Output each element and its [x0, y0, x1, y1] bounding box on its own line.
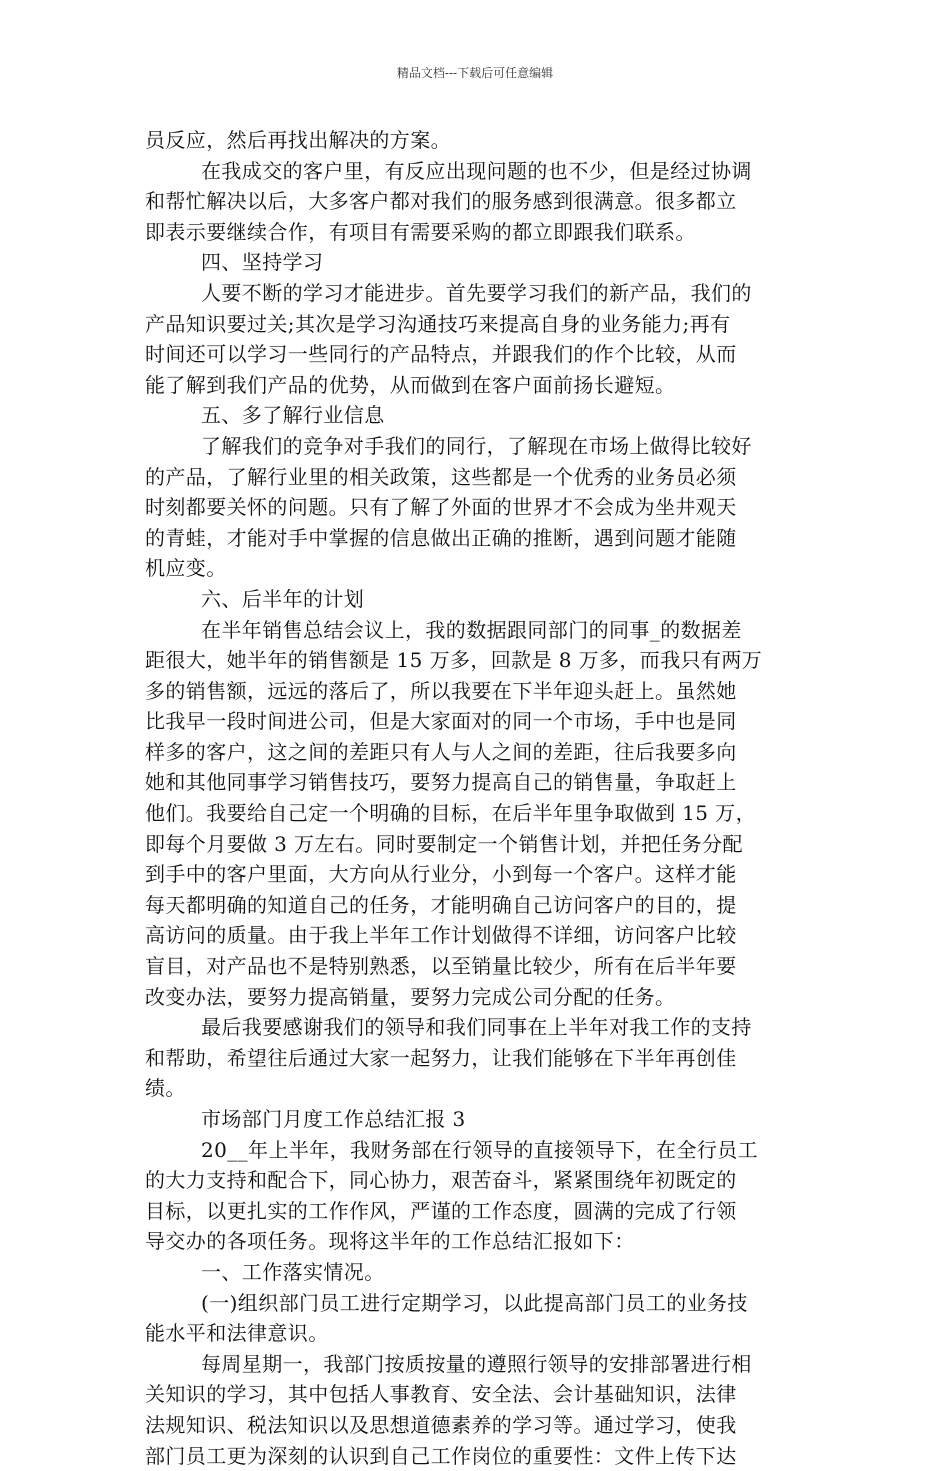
- text-line: 和帮助，希望往后通过大家一起努力，让我们能够在下半年再创佳: [145, 1045, 737, 1070]
- text-line: 的大力支持和配合下，同心协力，艰苦奋斗，紧紧围绕年初既定的: [145, 1168, 737, 1193]
- text-line: 在我成交的客户里，有反应出现问题的也不少，但是经过协调: [201, 158, 752, 183]
- text-line: 目标，以更扎实的工作作风，严谨的工作态度，圆满的完成了行领: [145, 1198, 737, 1223]
- text-line: 高访问的质量。由于我上半年工作计划做得不详细，访问客户比较: [145, 923, 737, 948]
- text-line: 能水平和法律意识。: [145, 1321, 329, 1346]
- text-line: 即表示要继续合作，有项目有需要采购的都立即跟我们联系。: [145, 219, 696, 244]
- text-line: 每天都明确的知道自己的任务，才能明确自己访问客户的目的，提: [145, 892, 737, 917]
- text-line: 产品知识要过关;其次是学习沟通技巧来提高自身的业务能力;再有: [145, 311, 731, 336]
- text-line: 即每个月要做 3 万左右。同时要制定一个销售计划，并把任务分配: [145, 831, 743, 856]
- text-line: 导交办的各项任务。现将这半年的工作总结汇报如下：: [145, 1229, 635, 1254]
- page-header: 精品文档---下载后可任意编辑: [396, 66, 554, 80]
- text-line: 她和其他同事学习销售技巧，要努力提高自己的销售量，争取赶上: [145, 770, 737, 795]
- text-line: 五、多了解行业信息: [201, 403, 385, 428]
- text-line: 比我早一段时间进公司，但是大家面对的同一个市场，手中也是同: [145, 709, 737, 734]
- text-line: 了解我们的竞争对手我们的同行，了解现在市场上做得比较好: [201, 433, 752, 458]
- text-line: 时间还可以学习一些同行的产品特点，并跟我们的作个比较，从而: [145, 342, 737, 367]
- text-line: 最后我要感谢我们的领导和我们同事在上半年对我工作的支持: [201, 1015, 752, 1040]
- text-line: 多的销售额，远远的落后了，所以我要在下半年迎头赶上。虽然她: [145, 678, 737, 703]
- text-line: 人要不断的学习才能进步。首先要学习我们的新产品，我们的: [201, 280, 752, 305]
- text-line: 和帮忙解决以后，大多客户都对我们的服务感到很满意。很多都立: [145, 189, 737, 214]
- text-line: 法规知识、税法知识以及思想道德素养的学习等。通过学习，使我: [145, 1412, 737, 1437]
- text-line: (一)组织部门员工进行定期学习，以此提高部门员工的业务技: [201, 1290, 748, 1315]
- text-line: 关知识的学习，其中包括人事教育、安全法、会计基础知识，法律: [145, 1382, 737, 1407]
- text-line: 一、工作落实情况。: [201, 1259, 385, 1284]
- text-line: 能了解到我们产品的优势，从而做到在客户面前扬长避短。: [145, 372, 676, 397]
- text-line: 部门员工更为深刻的认识到自己工作岗位的重要性：文件上传下达: [145, 1443, 737, 1468]
- text-line: 样多的客户，这之间的差距只有人与人之间的差距，往后我要多向: [145, 739, 737, 764]
- text-line: 员反应，然后再找出解决的方案。: [145, 128, 451, 152]
- text-line: 改变办法，要努力提高销量，要努力完成公司分配的任务。: [145, 984, 676, 1009]
- text-line: 的产品，了解行业里的相关政策，这些都是一个优秀的业务员必须: [145, 464, 737, 489]
- text-line: 机应变。: [145, 556, 227, 581]
- text-line: 到手中的客户里面，大方向从行业分，小到每一个客户。这样才能: [145, 862, 737, 887]
- text-line: 市场部门月度工作总结汇报 3: [201, 1107, 466, 1131]
- text-line: 他们。我要给自己定一个明确的目标，在后半年里争取做到 15 万，: [145, 801, 756, 826]
- text-line: 盲目，对产品也不是特别熟悉，以至销量比较少，所有在后半年要: [145, 954, 737, 979]
- text-line: 在半年销售总结会议上，我的数据跟同部门的同事_的数据差: [201, 617, 742, 642]
- text-line: 时刻都要关怀的问题。只有了解了外面的世界才不会成为坐井观天: [145, 495, 737, 520]
- text-line: 六、后半年的计划: [201, 586, 365, 611]
- text-line: 20__年上半年，我财务部在行领导的直接领导下，在全行员工: [201, 1137, 759, 1162]
- text-line: 四、坚持学习: [201, 250, 324, 275]
- text-line: 每周星期一，我部门按质按量的遵照行领导的安排部署进行相: [201, 1351, 752, 1376]
- document-body: [145, 125, 815, 1471]
- text-line: 绩。: [145, 1076, 186, 1101]
- text-line: 距很大，她半年的销售额是 15 万多，回款是 8 万多，而我只有两万: [145, 648, 763, 673]
- text-line: 的青蛙，才能对手中掌握的信息做出正确的推断，遇到问题才能随: [145, 525, 737, 550]
